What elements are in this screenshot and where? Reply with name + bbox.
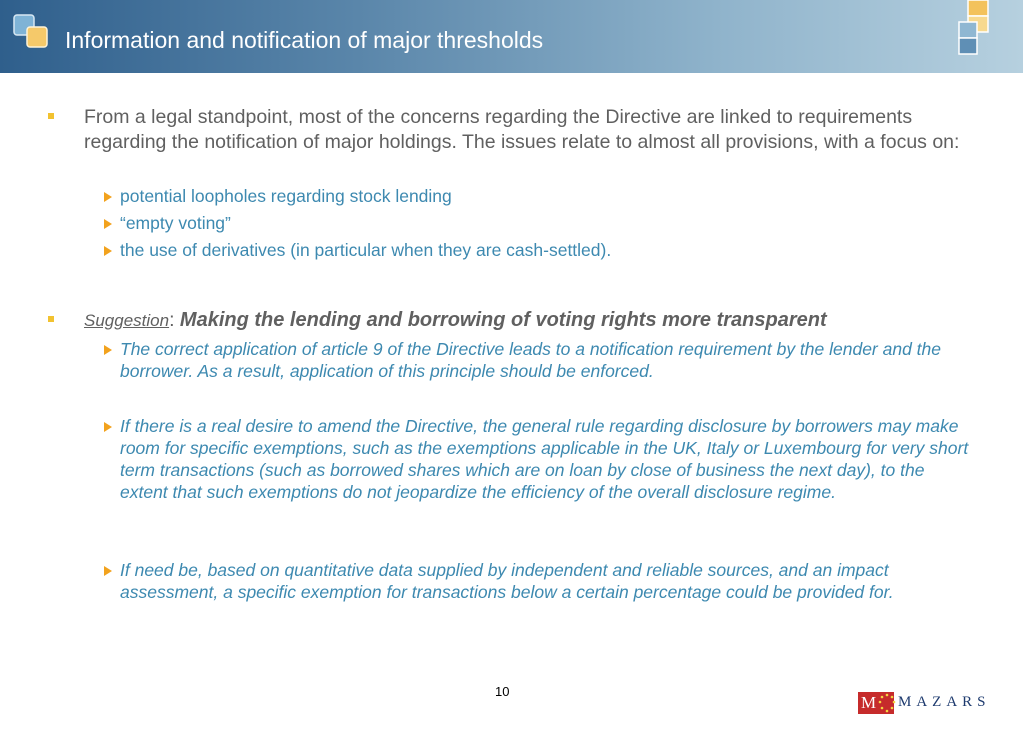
arrow-bullet-icon [104,566,112,576]
suggestion-point-2: If there is a real desire to amend the Directive, the general rule regarding disclosure by borrowers may make room for specific exemptions, such as the exemptions applicable in the UK, Italy or Luxembourg for very short term transactions (such as borrowed shares which are on loan by close of business the next day), to the extent that such exemptions do not jeopardize the efficiency of the overall disclosure regime. [120,416,969,502]
page-number: 10 [495,684,510,699]
logo-wordmark: MAZARS [898,694,991,710]
mazars-logo [858,692,991,714]
subitem-empty-voting: “empty voting” [120,213,231,233]
main-bullet-text: From a legal standpoint, most of the concerns regarding the Directive are linked to requirements regarding the notification of major holdings. The issues relate to almost all provisions, with a focus on: [84,106,960,153]
eu-stars-icon [878,693,896,713]
subitem-derivatives: the use of derivatives (in particular when they are cash-settled). [120,240,612,260]
suggestion-heading: Making the lending and borrowing of voting rights more transparent [179,309,827,331]
arrow-bullet-icon [104,345,112,355]
suggestion-colon: : [169,309,175,331]
stacked-squares-icon [13,14,49,50]
title-bar [0,0,1023,73]
arrow-bullet-icon [104,246,112,256]
square-bullet-icon [48,113,54,119]
slide-title: Information and notification of major thresholds [65,27,544,53]
square-bullet-icon [48,316,54,322]
arrow-bullet-icon [104,422,112,432]
subitem-stock-lending: potential loopholes regarding stock lending [120,186,452,206]
decorative-squares-icon [957,0,991,58]
suggestion-point-3: If need be, based on quantitative data supplied by independent and reliable sources, and an impact assessment, a specific exemption for transactions below a certain percentage could be provided for. [120,560,894,602]
suggestion-point-1: The correct application of article 9 of the Directive leads to a notification requirement by the lender and the borrower. As a result, application of this principle should be enforced. [120,339,942,381]
logo-m-letter: M [861,693,877,712]
arrow-bullet-icon [104,219,112,229]
suggestion-line [84,308,984,333]
suggestion-label: Suggestion [84,311,170,330]
arrow-bullet-icon [104,192,112,202]
